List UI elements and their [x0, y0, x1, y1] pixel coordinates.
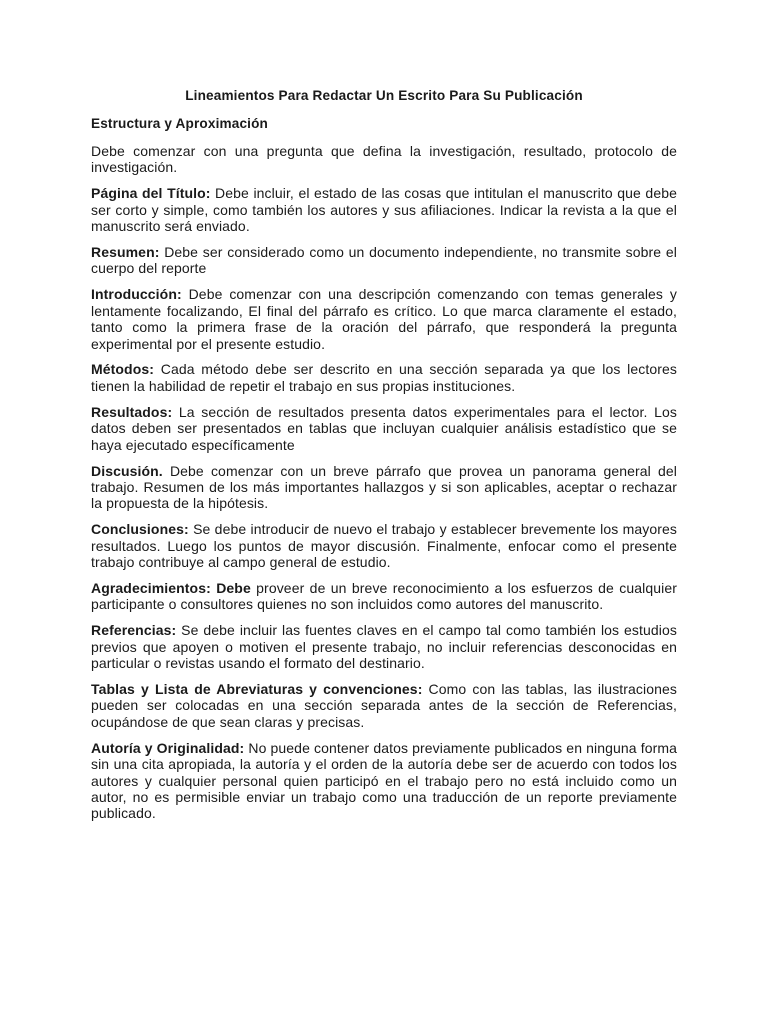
- paragraph-term: Resultados:: [91, 403, 173, 420]
- paragraph-text: Se debe introducir de nuevo el trabajo y establecer brevemente los mayores resultados. Luego los puntos de mayor discusión. Finalmente, enfocar como el presente trabajo contribuye al campo general de estudio.: [91, 521, 677, 571]
- paragraph-term: Tablas y Lista de Abreviaturas y convenciones:: [91, 680, 423, 697]
- paragraph-conclusiones: [91, 521, 677, 570]
- paragraph-referencias: [91, 622, 677, 671]
- paragraph-resumen: [91, 244, 677, 277]
- paragraph-term: Referencias:: [91, 622, 177, 639]
- paragraph-term: Página del Título:: [91, 185, 211, 202]
- paragraph-text: Debe comenzar con una pregunta que defina la investigación, resultado, protocolo de investigación.: [91, 143, 677, 176]
- paragraph-text: Cada método debe ser descrito en una sección separada ya que los lectores tienen la habilidad de repetir el trabajo en sus propias instituciones.: [91, 361, 677, 394]
- document-body: [91, 87, 677, 831]
- paragraph-term: Resumen:: [91, 244, 160, 261]
- paragraph-term: Autoría y Originalidad:: [91, 739, 245, 756]
- paragraph-introduccion: [91, 286, 677, 352]
- paragraph-term: Conclusiones:: [91, 521, 189, 538]
- paragraph-term: Discusión.: [91, 462, 163, 479]
- paragraph-agradecimientos: [91, 580, 677, 613]
- paragraph-term: Métodos:: [91, 361, 155, 378]
- paragraph-pagina-titulo: [91, 185, 677, 234]
- document-title: Lineamientos Para Redactar Un Escrito Para Su Publicación: [185, 88, 583, 103]
- paragraph-text: Debe comenzar con un breve párrafo que provea un panorama general del trabajo. Resumen de los más importantes hallazgos y si son aplicables, aceptar o rechazar la propuesta de la hipótesis.: [91, 462, 677, 512]
- paragraph-text: proveer de un breve reconocimiento a los esfuerzos de cualquier participante o consultores quienes no son incluidos como autores del manuscrito.: [91, 579, 677, 613]
- paragraph-discusion: [91, 463, 677, 512]
- paragraph-text: Debe incluir, el estado de las cosas que intitulan el manuscrito que debe ser corto y simple, como también los autores y sus afiliaciones. Indicar la revista a la que el manuscrito será enviado.: [91, 185, 677, 235]
- paragraph-resultados: [91, 404, 677, 453]
- paragraph-autoria: [91, 740, 677, 822]
- section-heading: Estructura y Aproximación: [91, 116, 268, 131]
- paragraph-text: No puede contener datos previamente publicados en ninguna forma sin una cita apropiada, la autoría y el orden de la autoría debe ser de acuerdo con todos los autores y cualquier personal quien participó en el trabajo pero no está incluido como un autor, no es permisible enviar un trabajo como una traducción de un reporte previamente publicado.: [91, 739, 677, 822]
- paragraph-text: Debe comenzar con una descripción comenzando con temas generales y lentamente focalizando, El final del párrafo es crítico. Lo que marca claramente el estado, tanto como la primera frase de la oración del párrafo, que responderá la pregunta experimental por el presente estudio.: [91, 286, 677, 352]
- paragraph-text: Como con las tablas, las ilustraciones pueden ser colocadas en una sección separada antes de la sección de Referencias, ocupándose de que sean claras y precisas.: [91, 680, 678, 730]
- paragraph-text: La sección de resultados presenta datos experimentales para el lector. Los datos deben ser presentados en tablas que incluyan cualquier análisis estadístico que se haya ejecutado específicamente: [91, 403, 677, 453]
- paragraph-text: Debe ser considerado como un documento independiente, no transmite sobre el cuerpo del reporte: [91, 244, 677, 277]
- paragraph-metodos: [91, 361, 677, 394]
- paragraph-term: Introducción:: [91, 286, 182, 303]
- paragraph-text: Se debe incluir las fuentes claves en el campo tal como también los estudios previos que apoyen o motiven el presente trabajo, no incluir referencias desconocidas en particular o revistas usando el formato del destinario.: [91, 622, 677, 672]
- paragraph-term: Agradecimientos: Debe: [91, 579, 251, 596]
- paragraph-intro: [91, 143, 677, 176]
- paragraph-tablas: [91, 681, 677, 730]
